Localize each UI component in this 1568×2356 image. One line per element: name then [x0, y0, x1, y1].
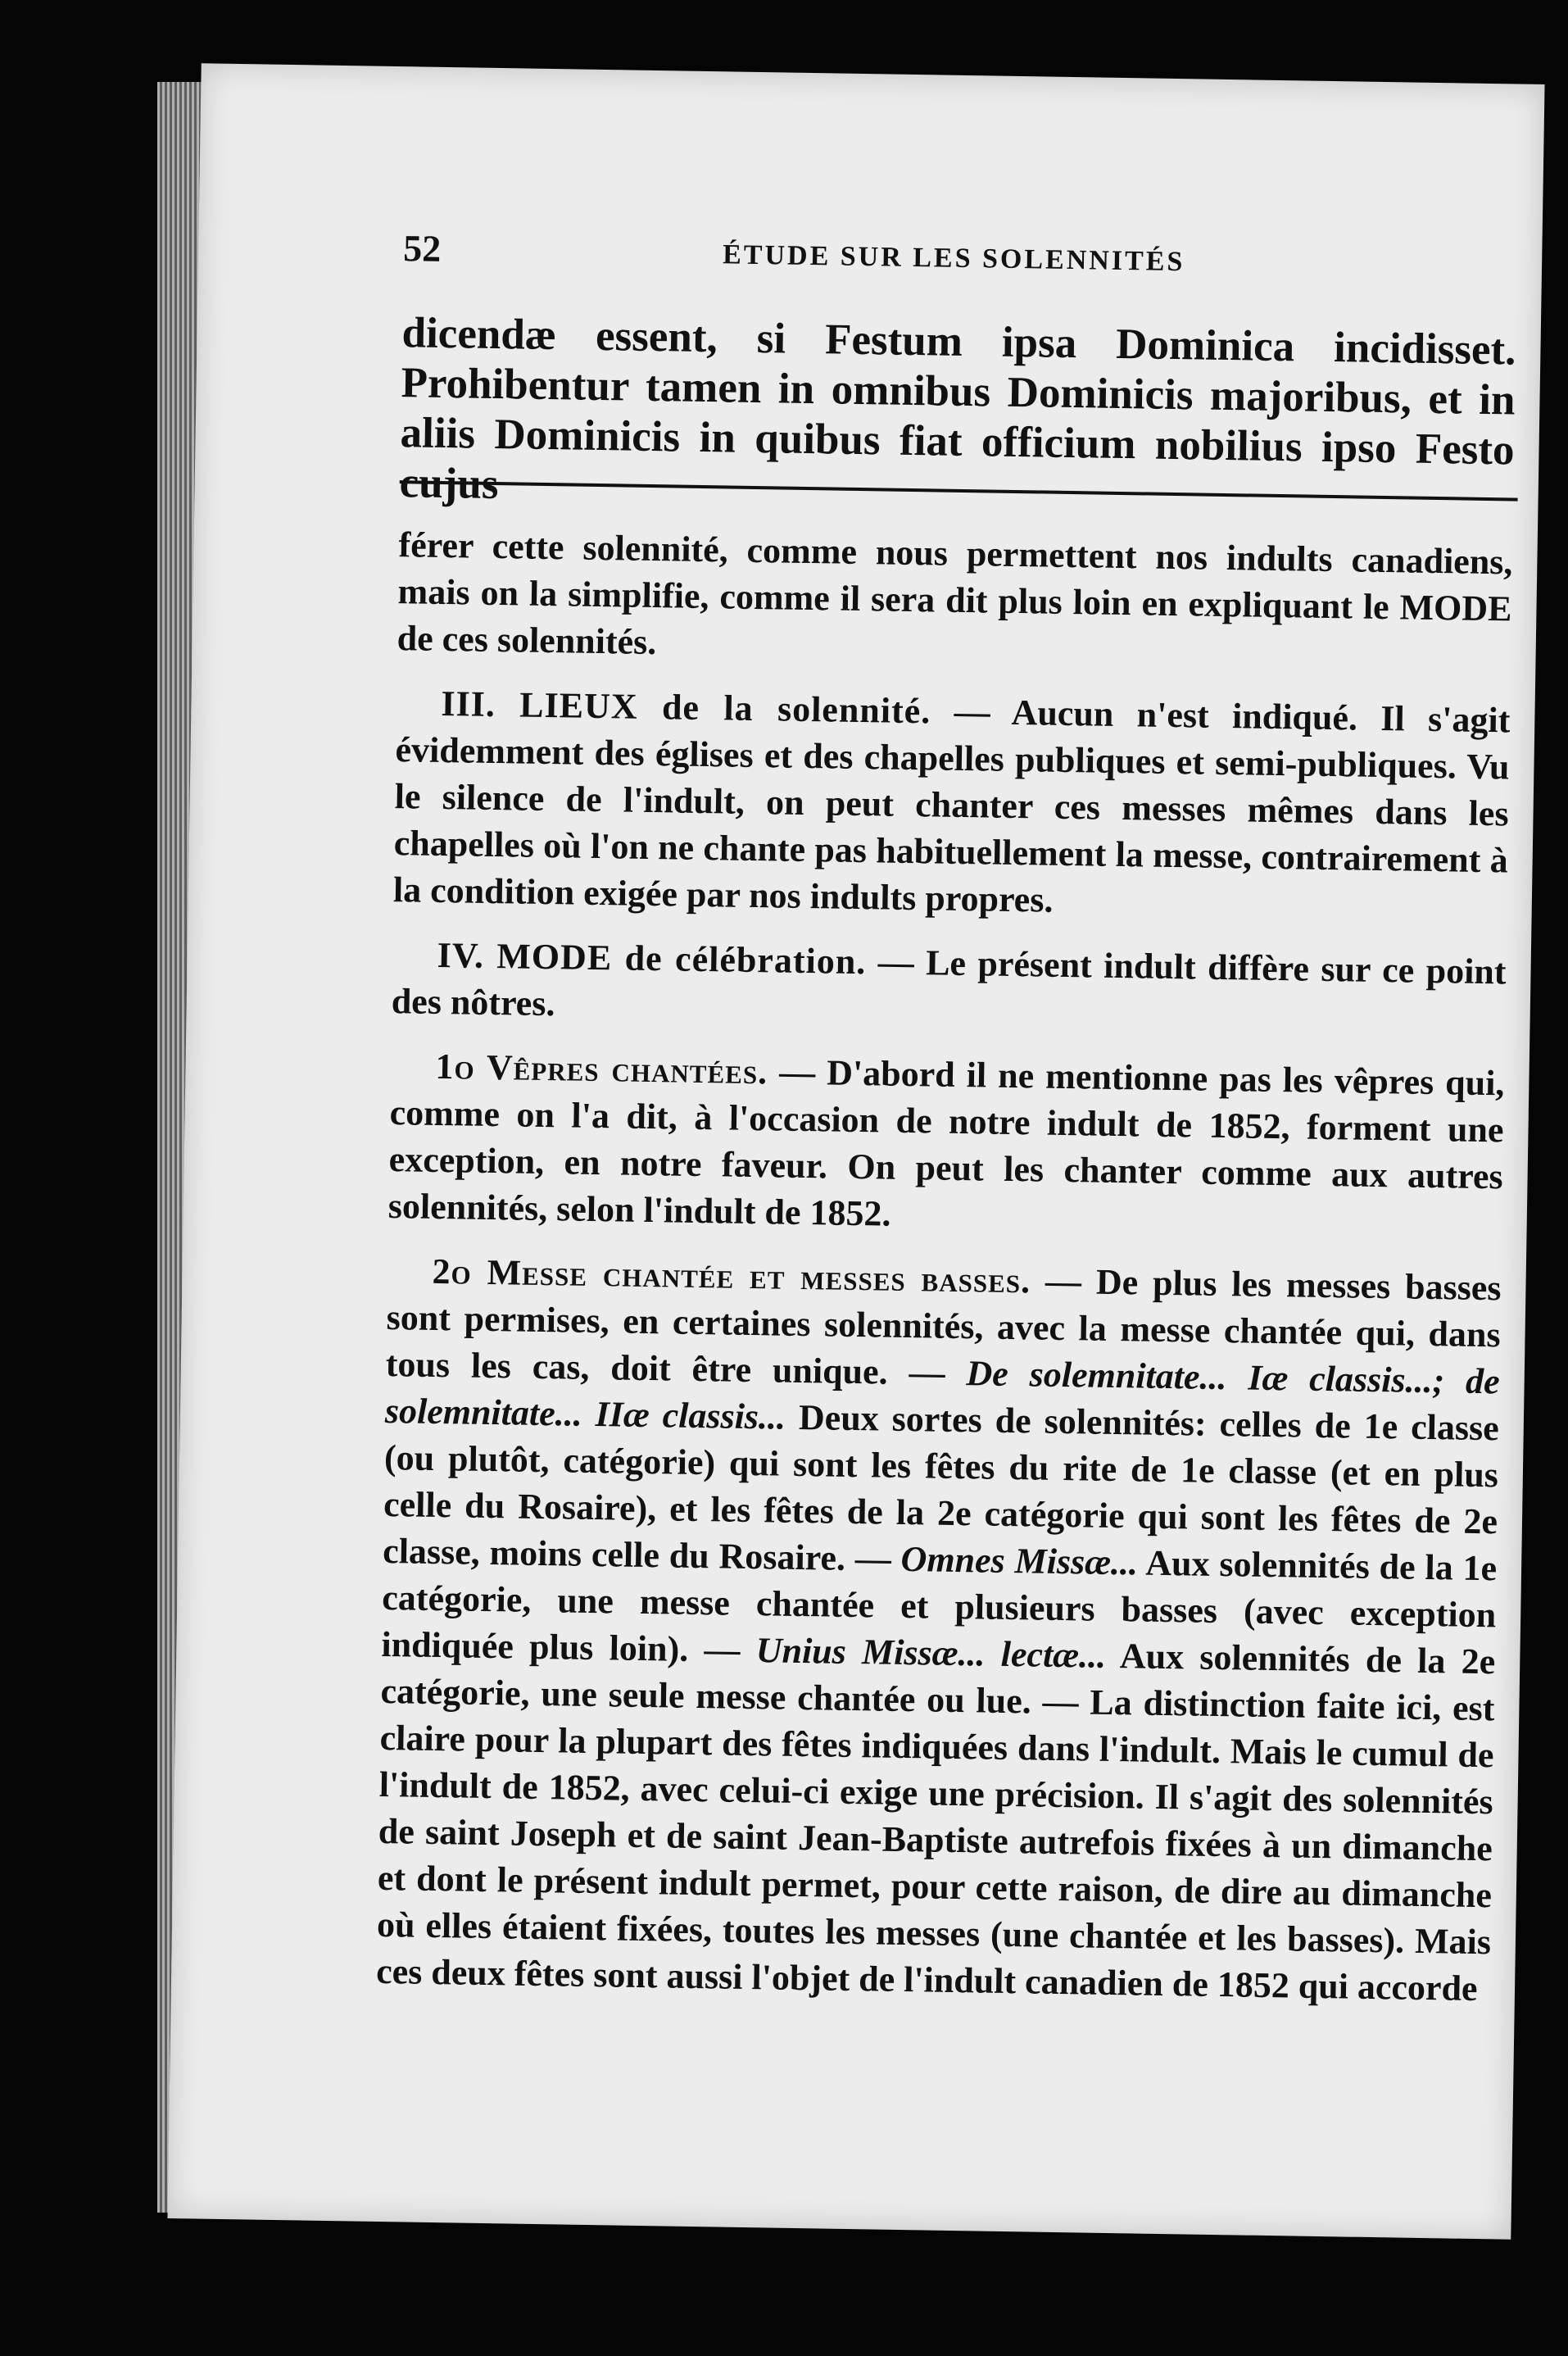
- page-header: [403, 226, 1469, 292]
- section-label-mode: IV. MODE de célébration.: [437, 934, 867, 983]
- paragraph-1: férer cette solennité, comme nous permettent nos indults canadiens, mais on la simplifie, comme il sera dit plus loin en expliquant le MODE de ces solennités.: [397, 524, 1513, 663]
- top-paragraph: dicendæ essent, si Festum ipsa Dominica incidisset. Prohibentur tamen in omnibus Dominicis majoribus, et in aliis Dominicis in quibus fiat officium nobilius ipso Festo cujus: [399, 309, 1516, 509]
- paragraph-messes-text-d: Aux solennités de la 2e catégorie, une seule messe chantée ou lue. — La distinction faite ici, est claire pour la plupart des fêtes indiquées dans l'indult. Mais le cumul de l'indult de 1852, avec celui-ci exige une précision. Il s'agit des solennités de saint Joseph et de saint Jean-Baptiste autrefois fixées à un dimanche et dont le présent indult permet, pour cette raison, de dire au dimanche où elles étaient fixées, toutes les messes (une chantée et les basses). Mais ces deux fêtes sont aussi l'objet de l'indult canadien de 1852 qui accorde: [375, 1635, 1496, 2009]
- paragraph-lieux: [392, 679, 1510, 930]
- paragraph-lieux-text: — Aucun n'est indiqué. Il s'agit évidemment des églises et des chapelles publiques et semi-publiques. Vu le silence de l'indult, on peut chanter ces messes mêmes dans les chapelles où l'on ne chante pas habituellement la messe, contrairement à la condition exigée par nos indults propres.: [392, 691, 1511, 920]
- body-text: [375, 521, 1512, 2030]
- section-label-vepres: 1o Vêpres chantées.: [435, 1046, 768, 1092]
- main-text-top: [399, 308, 1516, 543]
- section-label-lieux: III. LIEUX de la solennité.: [441, 683, 931, 732]
- paragraph-messes: [376, 1247, 1502, 2012]
- paragraph-mode-text: — Le présent indult diffère sur ce point des nôtres.: [391, 942, 1507, 1024]
- latin-quote-2: Omnes Missæ...: [900, 1538, 1139, 1583]
- paragraph-messes-text-c: Aux solennités de la 1e catégorie, une messe chantée et plusieurs basses (avec exception indiquée plus loin). —: [381, 1542, 1498, 1671]
- running-title: ÉTUDE SUR LES SOLENNITÉS: [722, 239, 1185, 278]
- paragraph-messes-text-b: Deux sortes de solennités: celles de 1e classe (ou plutôt, catégorie) qui sont les fêtes du rite de 1e classe (et en plus celle du Rosaire), et les fêtes de la 2e catégorie qui sont les fêtes de 2e classe, moins celle du Rosaire. —: [382, 1396, 1500, 1579]
- paragraph-mode: [391, 931, 1507, 1042]
- book-page: [167, 63, 1544, 2239]
- latin-quote-1: De solemnitate... Iæ classis...; de solemnitate... IIæ classis...: [384, 1353, 1501, 1437]
- latin-quote-3: Unius Missæ... lectæ...: [755, 1630, 1107, 1676]
- paragraph-vepres: [387, 1042, 1504, 1246]
- page-number: 52: [402, 227, 442, 270]
- section-label-messes: 2o Messe chantée et messes basses.: [432, 1251, 1031, 1301]
- paragraph-vepres-text: — D'abord il ne mentionne pas les vêpres qui, comme on l'a dit, à l'occasion de notre indult de 1852, forment une exception, en notre faveur. On peut les chanter comme aux autres solennités, selon l'indult de 1852.: [387, 1051, 1505, 1234]
- paragraph-messes-text-a: — De plus les messes basses sont permises, en certaines solennités, avec la messe chantée qui, dans tous les cas, doit être unique. —: [385, 1260, 1502, 1394]
